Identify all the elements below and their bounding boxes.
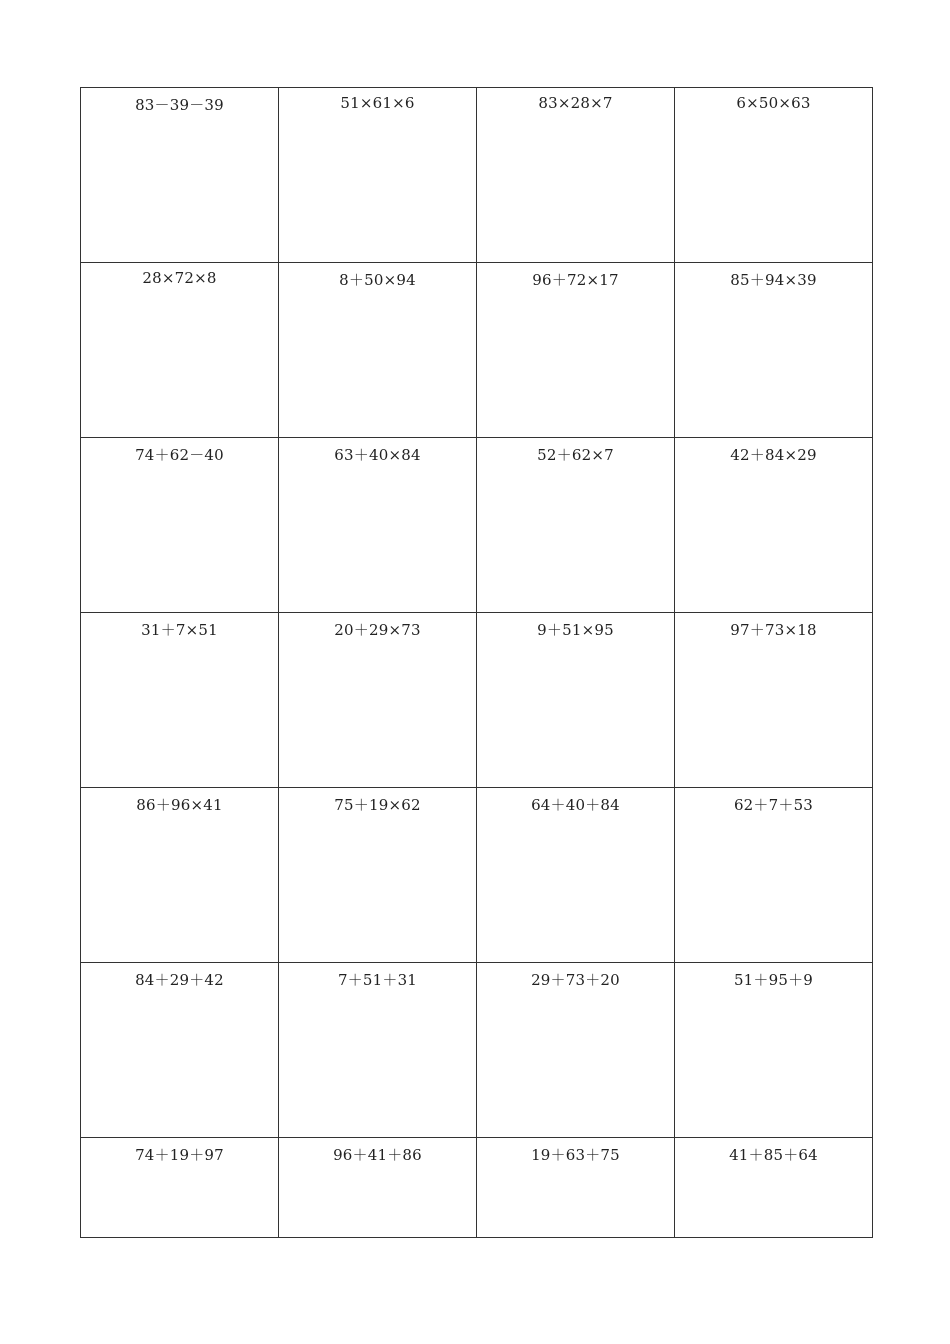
problem-cell (477, 1138, 675, 1238)
problem-text: 62＋7＋53 (733, 796, 814, 814)
problem-cell (81, 438, 279, 613)
problem-cell (477, 788, 675, 963)
problem-cell (81, 88, 279, 263)
worksheet-row (81, 963, 873, 1138)
problem-cell (675, 613, 873, 788)
problem-cell (477, 438, 675, 613)
problem-cell (279, 1138, 477, 1238)
problem-cell (675, 1138, 873, 1238)
worksheet-row (81, 438, 873, 613)
problem-cell (81, 1138, 279, 1238)
problem-text: 83－39－39 (135, 96, 224, 114)
problem-cell (81, 788, 279, 963)
problem-text: 74＋62－40 (135, 446, 224, 464)
problem-text: 63＋40×84 (334, 446, 421, 464)
problem-text: 96＋41＋86 (333, 1146, 422, 1164)
problem-text: 75＋19×62 (334, 796, 421, 814)
problem-cell (279, 88, 477, 263)
problem-cell (675, 788, 873, 963)
problem-cell (279, 613, 477, 788)
problem-text: 84＋29＋42 (135, 971, 224, 989)
problem-cell (477, 963, 675, 1138)
problem-text: 74＋19＋97 (135, 1146, 224, 1164)
problem-cell (81, 613, 279, 788)
worksheet-row (81, 613, 873, 788)
problem-cell (81, 263, 279, 438)
problem-cell (675, 88, 873, 263)
problem-text: 29＋73＋20 (531, 971, 620, 989)
problem-cell (477, 88, 675, 263)
problem-text: 8＋50×94 (339, 271, 416, 289)
worksheet-row (81, 88, 873, 263)
problem-text: 6×50×63 (736, 94, 811, 112)
problem-cell (279, 788, 477, 963)
problem-text: 97＋73×18 (730, 621, 817, 639)
problem-text: 64＋40＋84 (531, 796, 620, 814)
problem-cell (279, 963, 477, 1138)
problem-text: 20＋29×73 (334, 621, 421, 639)
problem-text: 85＋94×39 (730, 271, 817, 289)
problem-text: 31＋7×51 (141, 621, 218, 639)
worksheet-row (81, 788, 873, 963)
problem-cell (81, 963, 279, 1138)
problem-text: 19＋63＋75 (531, 1146, 620, 1164)
problem-text: 86＋96×41 (136, 796, 223, 814)
problem-text: 7＋51＋31 (337, 971, 418, 989)
problem-cell (279, 263, 477, 438)
problem-text: 51×61×6 (340, 94, 415, 112)
problem-cell (675, 963, 873, 1138)
problem-text: 9＋51×95 (537, 621, 614, 639)
problem-cell (675, 438, 873, 613)
worksheet-row (81, 1138, 873, 1238)
problem-text: 51＋95＋9 (733, 971, 814, 989)
problem-text: 42＋84×29 (730, 446, 817, 464)
problem-text: 28×72×8 (142, 269, 217, 287)
math-worksheet-table (80, 87, 873, 1238)
problem-cell (675, 263, 873, 438)
worksheet-row (81, 263, 873, 438)
problem-text: 83×28×7 (538, 94, 613, 112)
problem-text: 96＋72×17 (532, 271, 619, 289)
problem-text: 41＋85＋64 (729, 1146, 818, 1164)
problem-cell (477, 613, 675, 788)
problem-cell (279, 438, 477, 613)
problem-cell (477, 263, 675, 438)
problem-text: 52＋62×7 (537, 446, 614, 464)
